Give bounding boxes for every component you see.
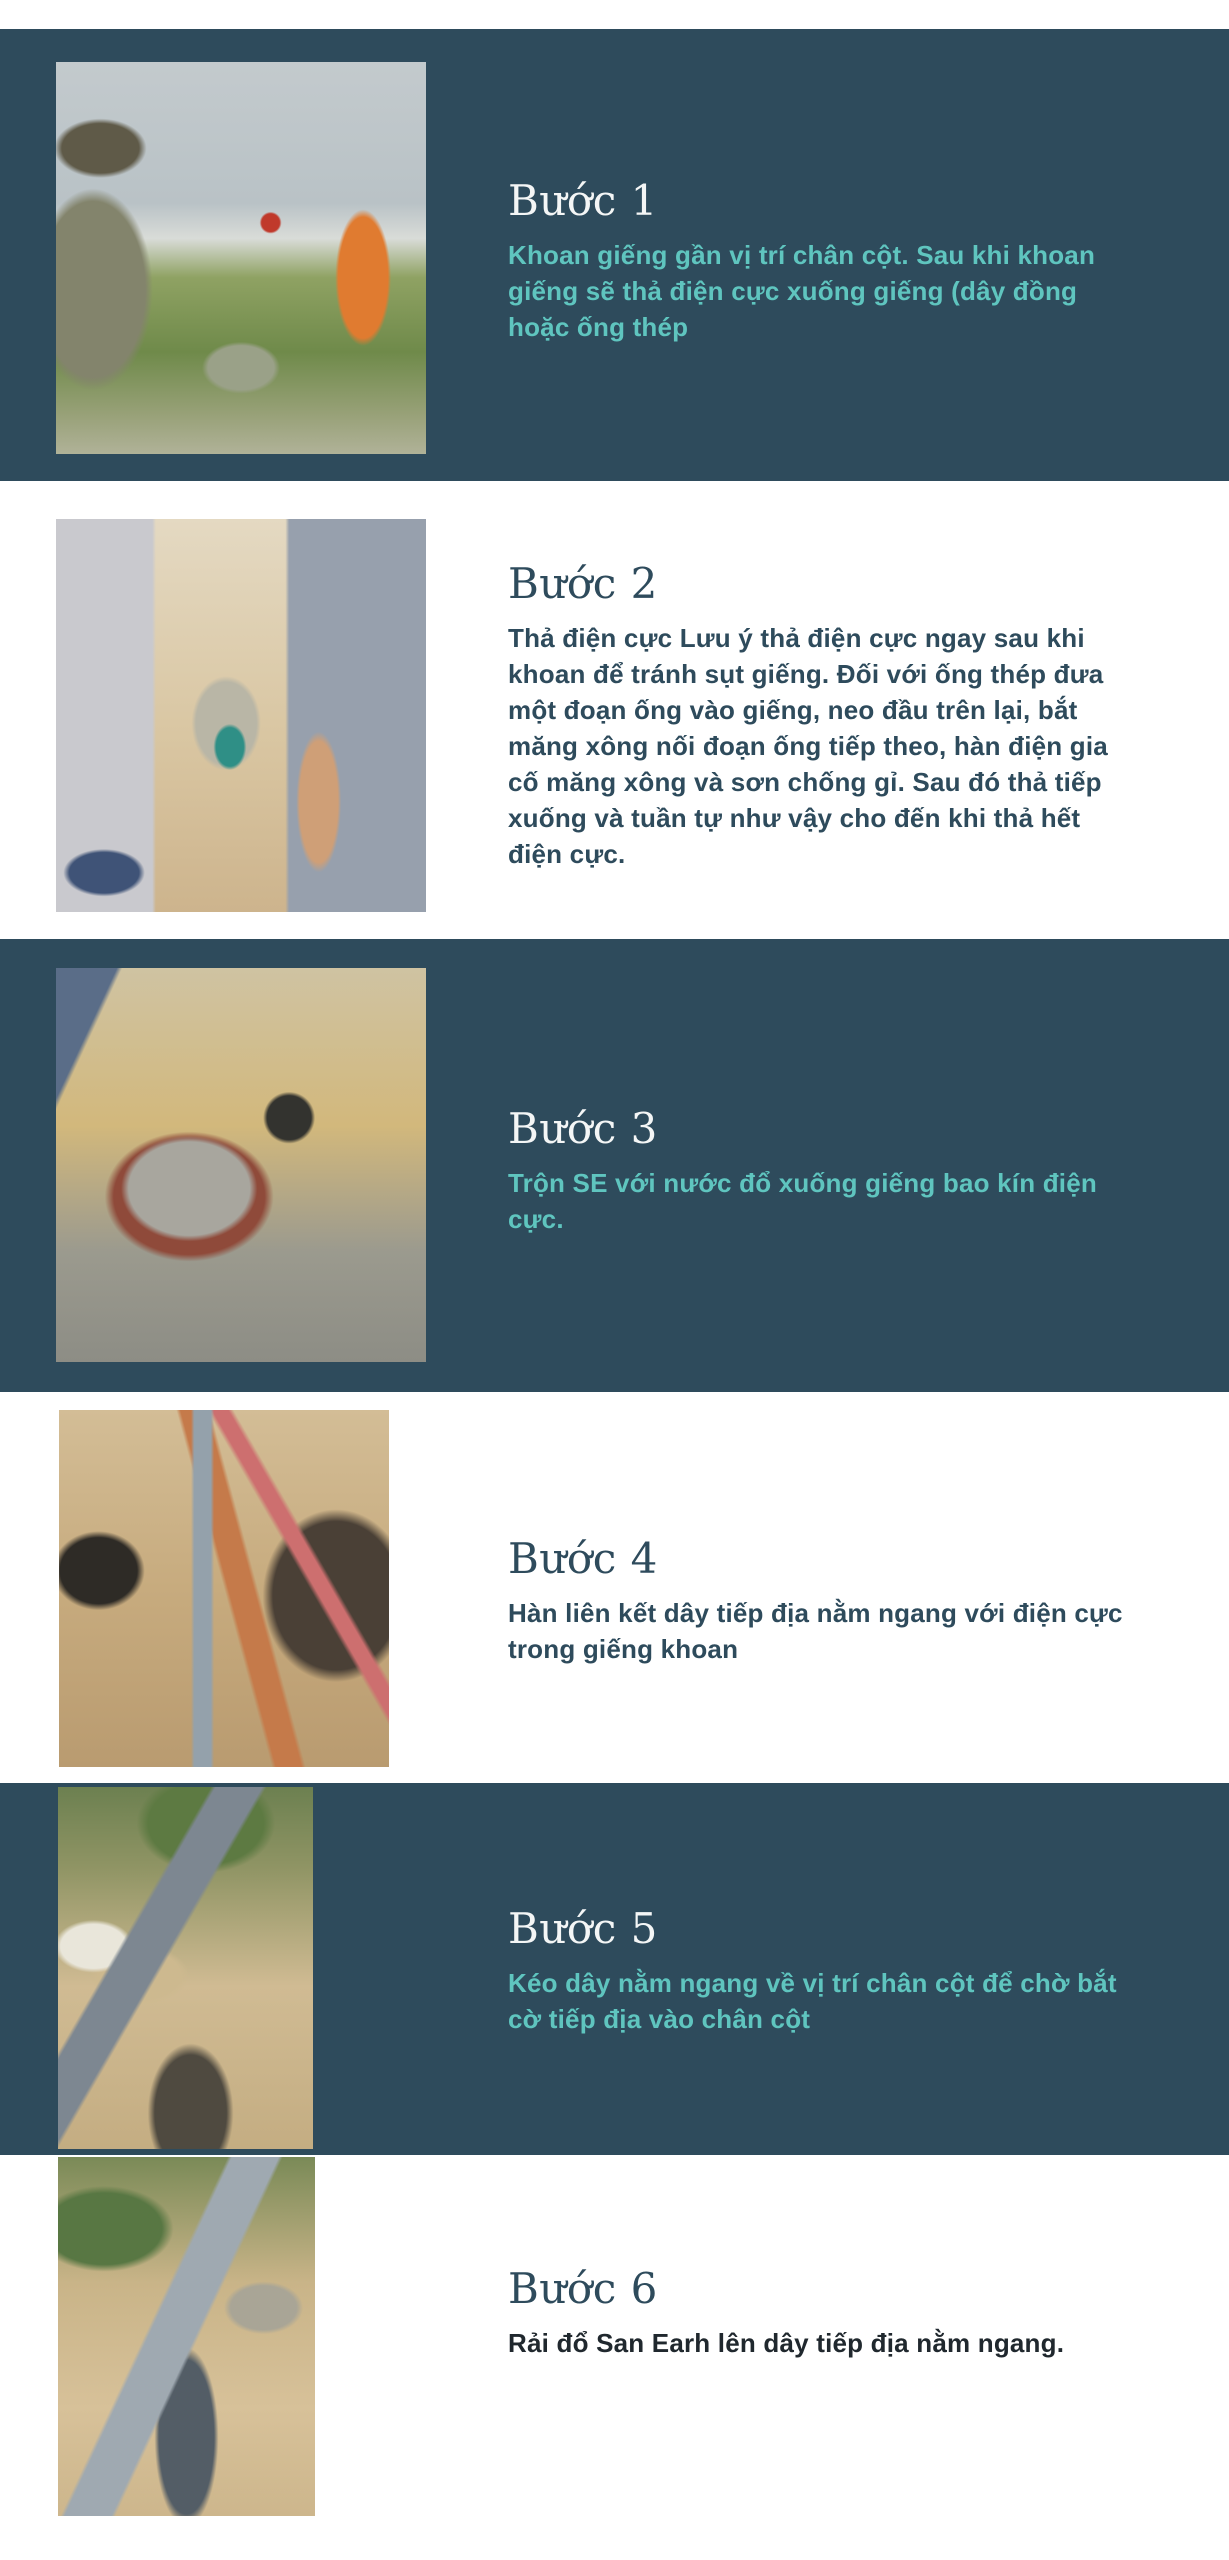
step-5-title: Bước 5 xyxy=(508,1904,658,1953)
step-3-section xyxy=(0,939,1229,1392)
step-6-description: Rải đổ San Earh lên dây tiếp địa nằm ngang. xyxy=(508,2328,1065,2359)
step-2-title: Bước 2 xyxy=(508,559,658,608)
step-5-description: Kéo dây nằm ngang về vị trí chân cột để chờ bắt cờ tiếp địa vào chân cột xyxy=(508,1968,1117,2035)
step-2-description: Thả điện cực Lưu ý thả điện cực ngay sau khi khoan để tránh sụt giếng. Đối với ống thép đưa một đoạn ống vào giếng, neo đầu trên lại, bắt măng xông nối đoạn ống tiếp theo, hàn điện gia cố măng xông và sơn chống gỉ. Sau đó thả tiếp xuống và tuần tự như vậy cho đến khi thả hết điện cực. xyxy=(508,623,1108,870)
top-white-strip xyxy=(0,0,1229,29)
step-5-content xyxy=(508,1905,1133,2037)
step-4-photo xyxy=(59,1410,389,1767)
step-1-description: Khoan giếng gần vị trí chân cột. Sau khi khoan giếng sẽ thả điện cực xuống giếng (dây đồng hoặc ống thép xyxy=(508,240,1096,343)
step-3-content xyxy=(508,1105,1133,1237)
step-2-content xyxy=(508,560,1133,872)
step-6-content xyxy=(508,2265,1133,2361)
step-3-photo xyxy=(56,968,426,1362)
step-2-photo xyxy=(56,519,426,912)
step-4-content xyxy=(508,1535,1133,1667)
step-6-title: Bước 6 xyxy=(508,2264,658,2313)
step-3-title: Bước 3 xyxy=(508,1104,658,1153)
step-5-photo xyxy=(58,1787,313,2149)
step-2-section xyxy=(0,481,1229,939)
step-6-photo xyxy=(58,2157,315,2516)
step-5-section xyxy=(0,1783,1229,2155)
step-6-section xyxy=(0,2155,1229,2560)
step-1-title: Bước 1 xyxy=(508,176,658,225)
step-4-description: Hàn liên kết dây tiếp địa nằm ngang với điện cực trong giếng khoan xyxy=(508,1598,1123,1665)
step-3-description: Trộn SE với nước đổ xuống giếng bao kín điện cực. xyxy=(508,1168,1097,1235)
step-4-title: Bước 4 xyxy=(508,1534,658,1583)
step-1-content xyxy=(508,177,1133,345)
step-1-photo xyxy=(56,62,426,454)
step-4-section xyxy=(0,1392,1229,1783)
step-1-section xyxy=(0,29,1229,481)
